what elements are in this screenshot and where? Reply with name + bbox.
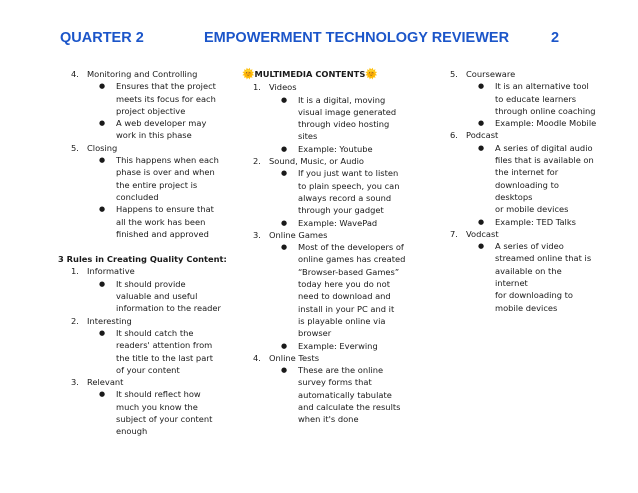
bullet-item: ● Happens to ensure that all the work has been finished and approved [99, 204, 214, 239]
bullet-item: ● It should reflect how much you know the subject of your content enough [99, 389, 213, 437]
column-3 [437, 68, 597, 314]
bullet-icon: ● [99, 205, 106, 214]
rules-heading: 3 Rules in Creating Quality Content: [58, 254, 227, 265]
bullet-icon: ● [478, 119, 485, 128]
document-title: EMPOWERMENT TECHNOLOGY REVIEWER [204, 30, 510, 46]
bullet-item: ● It is a digital, moving visual image generated through video hosting sites [281, 94, 397, 142]
bullet-item: ● This happens when each phase is over and when the entire project is concluded [99, 155, 219, 202]
bullet-item: ● Example: TED Talks [478, 216, 576, 227]
page-number: 2 [551, 30, 560, 46]
list-item: 4. Monitoring and Controlling [71, 69, 198, 79]
page-header [0, 30, 638, 50]
bullet-item: ● Example: Everwing [281, 340, 378, 351]
bullet-icon: ● [281, 341, 288, 350]
bullet-item: ● Ensures that the project meets its focus for each project objective [99, 81, 216, 116]
bullet-icon: ● [99, 119, 106, 128]
list-item: 7. Vodcast [450, 228, 499, 239]
list-item: 2. Sound, Music, or Audio [253, 156, 364, 167]
bullet-item: ● Example: Youtube [281, 143, 373, 154]
bullet-icon: ● [478, 143, 485, 152]
list-item: 5. Closing [71, 142, 118, 153]
bullet-item: ● If you just want to listen to plain speech, you can always record a sound through your gadget [281, 168, 400, 216]
column-2 [240, 68, 430, 426]
bullet-icon: ● [478, 82, 485, 91]
quarter-label: QUARTER 2 [60, 30, 144, 46]
list-item: 1. Videos [253, 82, 297, 93]
bullet-icon: ● [281, 243, 288, 252]
bullet-icon: ● [281, 169, 288, 178]
bullet-item: ● A web developer may work in this phase [99, 118, 207, 141]
bullet-icon: ● [478, 217, 485, 226]
bullet-item: ● It should catch the readers' attention from the title to the last part of your content [99, 327, 213, 375]
list-item: 2. Interesting [71, 315, 132, 326]
bullet-icon: ● [99, 279, 106, 288]
bullet-icon: ● [281, 218, 288, 227]
bullet-icon: ● [281, 95, 288, 104]
bullet-icon: ● [99, 82, 106, 91]
sun-icon: 🌞 [365, 69, 378, 80]
list-item: 3. Online Games [253, 229, 328, 240]
bullet-icon: ● [281, 144, 288, 153]
bullet-icon: ● [99, 390, 106, 399]
multimedia-heading: 🌞MULTIMEDIA CONTENTS🌞 [242, 69, 378, 80]
list-item: 3. Relevant [71, 377, 124, 388]
bullet-item: ● Example: Moodle Mobile [478, 118, 597, 129]
bullet-item: ● A series of digital audio files that is available on the internet for downloading to desktops or mobile devices [478, 142, 594, 215]
bullet-item: ● Example: WavePad [281, 217, 378, 228]
bullet-icon: ● [99, 156, 106, 165]
list-item: 4. Online Tests [253, 352, 320, 363]
list-item: 6. Podcast [450, 130, 499, 141]
bullet-item: ● It is an alternative tool to educate learners through online coaching [478, 81, 596, 116]
column-1 [58, 68, 233, 438]
bullet-icon: ● [99, 328, 106, 337]
list-item: 5. Courseware [450, 69, 516, 79]
bullet-item: ● A series of video streamed online that is available on the internet for downloading to mobile devices [478, 241, 592, 313]
bullet-item: ● Most of the developers of online games has created “Browser-based Games” today here you do not need to download and install in your PC and it is playable online via browser [281, 242, 406, 339]
bullet-icon: ● [478, 242, 485, 251]
bullet-item: ● These are the online survey forms that automatically tabulate and calculate the results when it's done [281, 365, 401, 425]
bullet-icon: ● [281, 366, 288, 375]
list-item: 1. Informative [71, 266, 135, 277]
sun-icon: 🌞 [242, 69, 255, 80]
bullet-item: ● It should provide valuable and useful information to the reader [99, 278, 221, 314]
